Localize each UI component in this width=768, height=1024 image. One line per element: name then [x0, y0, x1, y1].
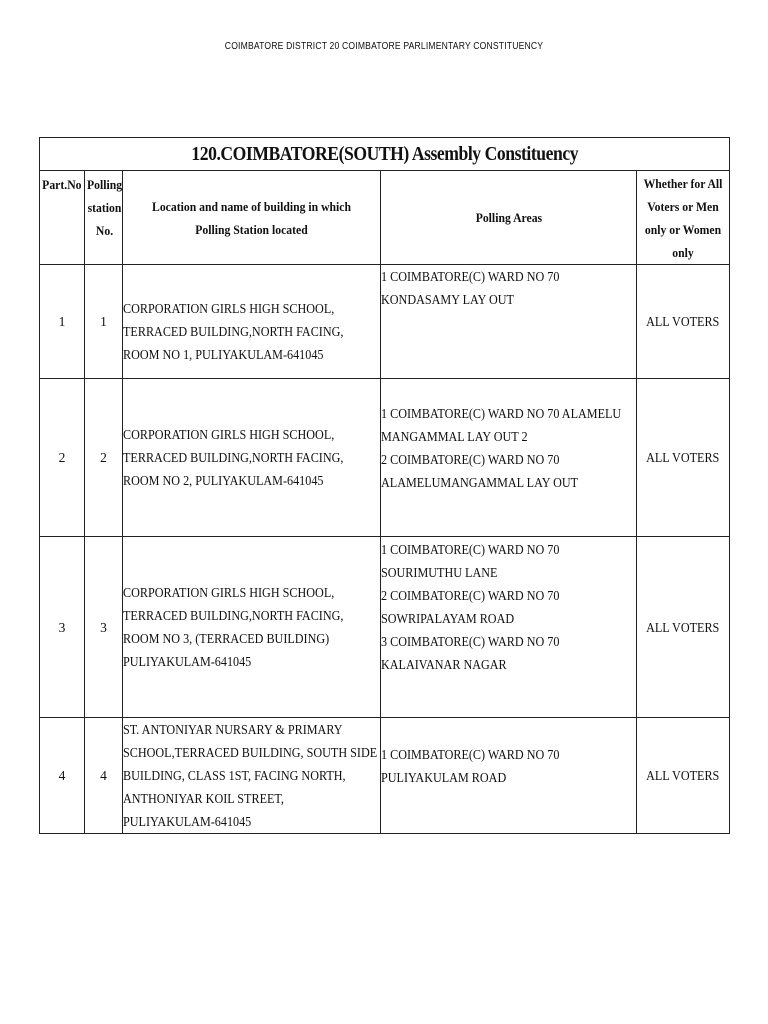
header-voter-type: Whether for All Voters or Men only or Women only: [637, 171, 730, 265]
part-no-cell: 1: [40, 265, 85, 379]
polling-stations-table: [39, 137, 730, 834]
location-cell: ST. ANTONIYAR NURSARY & PRIMARY SCHOOL,TERRACED BUILDING, SOUTH SIDE BUILDING, CLASS 1ST, FACING NORTH, ANTHONIYAR KOIL STREET, PULIYAKULAM-641045: [123, 718, 381, 834]
table-row: [40, 537, 730, 718]
polling-areas-cell: 1 COIMBATORE(C) WARD NO 70 PULIYAKULAM ROAD: [381, 718, 637, 834]
voter-type-cell: ALL VOTERS: [637, 537, 730, 718]
page-header: COIMBATORE DISTRICT 20 COIMBATORE PARLIMENTARY CONSTITUENCY: [224, 41, 544, 52]
station-no-cell: 1: [85, 265, 123, 379]
voter-type-cell: ALL VOTERS: [637, 718, 730, 834]
station-no-cell: 3: [85, 537, 123, 718]
part-no-cell: 4: [40, 718, 85, 834]
table-title-row: [40, 138, 730, 171]
table-row: [40, 718, 730, 834]
location-cell: CORPORATION GIRLS HIGH SCHOOL, TERRACED BUILDING,NORTH FACING, ROOM NO 2, PULIYAKULAM-641045: [123, 379, 381, 537]
part-no-cell: 2: [40, 379, 85, 537]
polling-areas-cell: 1 COIMBATORE(C) WARD NO 70 SOURIMUTHU LANE 2 COIMBATORE(C) WARD NO 70 SOWRIPALAYAM ROAD 3 COIMBATORE(C) WARD NO 70 KALAIVANAR NAGAR: [381, 537, 637, 718]
location-cell: CORPORATION GIRLS HIGH SCHOOL, TERRACED BUILDING,NORTH FACING, ROOM NO 3, (TERRACED BUILDING) PULIYAKULAM-641045: [123, 537, 381, 718]
table-title: 120.COIMBATORE(SOUTH) Assembly Constituency: [40, 138, 730, 171]
header-polling-areas: Polling Areas: [381, 171, 637, 265]
part-no-cell: 3: [40, 537, 85, 718]
station-no-cell: 4: [85, 718, 123, 834]
table-row: [40, 379, 730, 537]
table-header-row: [40, 171, 730, 265]
voter-type-cell: ALL VOTERS: [637, 265, 730, 379]
table-row: [40, 265, 730, 379]
header-polling-station-no: Polling station No.: [85, 171, 123, 265]
station-no-cell: 2: [85, 379, 123, 537]
header-part-no: Part.No: [40, 171, 85, 265]
polling-areas-cell: 1 COIMBATORE(C) WARD NO 70 KONDASAMY LAY OUT: [381, 265, 637, 379]
polling-areas-cell: 1 COIMBATORE(C) WARD NO 70 ALAMELU MANGAMMAL LAY OUT 2 2 COIMBATORE(C) WARD NO 70 ALAMELUMANGAMMAL LAY OUT: [381, 379, 637, 537]
voter-type-cell: ALL VOTERS: [637, 379, 730, 537]
header-location: Location and name of building in which Polling Station located: [123, 171, 381, 265]
location-cell: CORPORATION GIRLS HIGH SCHOOL, TERRACED BUILDING,NORTH FACING, ROOM NO 1, PULIYAKULAM-641045: [123, 265, 381, 379]
